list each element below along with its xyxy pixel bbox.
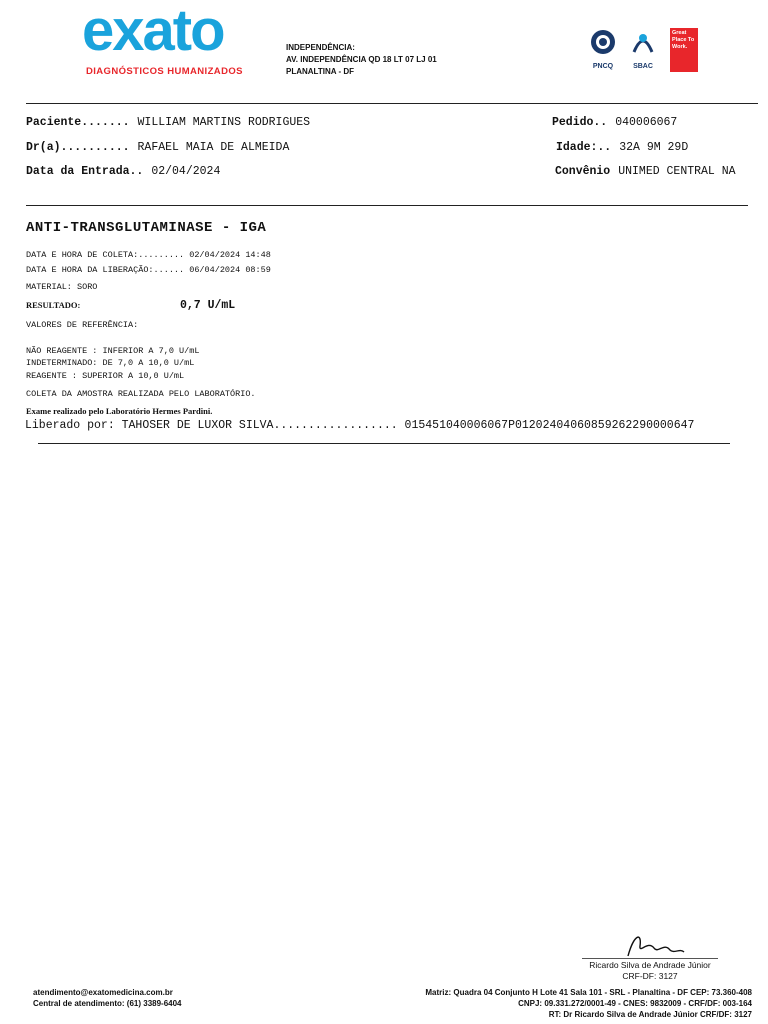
sbac-label: SBAC (633, 63, 653, 70)
footer-email: atendimento@exatomedicina.com.br (33, 988, 173, 997)
collection-datetime: DATA E HORA DE COLETA:......... 02/04/2024 14:48 (26, 250, 271, 260)
exam-divider (38, 443, 730, 444)
order-label: Pedido.. (552, 116, 608, 129)
entry-date-label: Data da Entrada.. (26, 165, 144, 178)
address-line-3: PLANALTINA - DF (286, 67, 354, 76)
lab-address (286, 42, 437, 78)
reference-indeterminate: INDETERMINADO: DE 7,0 A 10,0 U/mL (26, 358, 195, 368)
insurance-field (555, 165, 736, 178)
signatory-crf: CRF-DF: 3127 (622, 971, 678, 981)
logo-tagline: DIAGNÓSTICOS HUMANIZADOS (86, 66, 243, 77)
patient-name-value: WILLIAM MARTINS RODRIGUES (137, 116, 311, 129)
pncq-badge (586, 28, 620, 70)
pncq-seal-icon (586, 28, 620, 58)
footer-central: Central de atendimento: (61) 3389-6404 (33, 999, 182, 1008)
result-value: 0,7 U/mL (180, 299, 236, 312)
age-field (556, 141, 688, 154)
footer-matriz: Matriz: Quadra 04 Conjunto H Lote 41 Sala 101 - SRL - Planaltina - DF CEP: 73.360-408 (425, 988, 752, 997)
footer-cnpj: CNPJ: 09.331.272/0001-49 - CNES: 9832009 - CRF/DF: 003-164 (518, 999, 752, 1008)
footer-contact (33, 987, 182, 1009)
insurance-value: UNIMED CENTRAL NA (618, 165, 736, 178)
insurance-label: Convênio (555, 165, 611, 178)
released-by: Liberado por: TAHOSER DE LUXOR SILVA.................. 015451040006067P01202404060859262290000647 (25, 419, 695, 432)
exam-title: ANTI-TRANSGLUTAMINASE - IGA (26, 220, 267, 236)
collection-note: COLETA DA AMOSTRA REALIZADA PELO LABORATÓRIO. (26, 389, 256, 399)
patient-name-label: Paciente....... (26, 116, 130, 129)
address-line-2: AV. INDEPENDÊNCIA QD 18 LT 07 LJ 01 (286, 55, 437, 64)
logo-wordmark: exato (82, 0, 224, 63)
doctor-value: RAFAEL MAIA DE ALMEIDA (137, 141, 290, 154)
release-datetime: DATA E HORA DA LIBERAÇÃO:...... 06/04/2024 08:59 (26, 265, 271, 275)
header-divider (26, 103, 758, 104)
patient-divider (26, 205, 748, 206)
entry-date-field (26, 165, 220, 178)
age-label: Idade:.. (556, 141, 612, 154)
footer-company (425, 987, 752, 1020)
signature-block (580, 960, 720, 982)
order-field (552, 116, 677, 129)
doctor-label: Dr(a).......... (26, 141, 130, 154)
reference-reactive: REAGENTE : SUPERIOR A 10,0 U/mL (26, 371, 185, 381)
result-label: RESULTADO: (26, 300, 81, 310)
reference-non-reactive: NÃO REAGENTE : INFERIOR A 7,0 U/mL (26, 346, 200, 356)
sbac-badge (626, 28, 660, 70)
footer-rt: RT: Dr Ricardo Silva de Andrade Júnior CRF/DF: 3127 (548, 1010, 752, 1019)
order-value: 040006067 (615, 116, 678, 129)
material: MATERIAL: SORO (26, 282, 98, 292)
patient-name-field (26, 116, 310, 129)
signature-line (582, 958, 718, 959)
pncq-label: PNCQ (592, 63, 614, 70)
lab-note: Exame realizado pelo Laboratório Hermes Pardini. (26, 406, 213, 416)
entry-date-value: 02/04/2024 (151, 165, 221, 178)
reference-label: VALORES DE REFERÊNCIA: (26, 320, 139, 330)
doctor-field (26, 141, 289, 154)
address-line-1: INDEPENDÊNCIA: (286, 43, 355, 52)
signatory-name: Ricardo Silva de Andrade Júnior (589, 960, 711, 970)
gptw-badge: Great Place To Work. (670, 28, 698, 72)
age-value: 32A 9M 29D (619, 141, 689, 154)
sbac-seal-icon (626, 28, 660, 58)
